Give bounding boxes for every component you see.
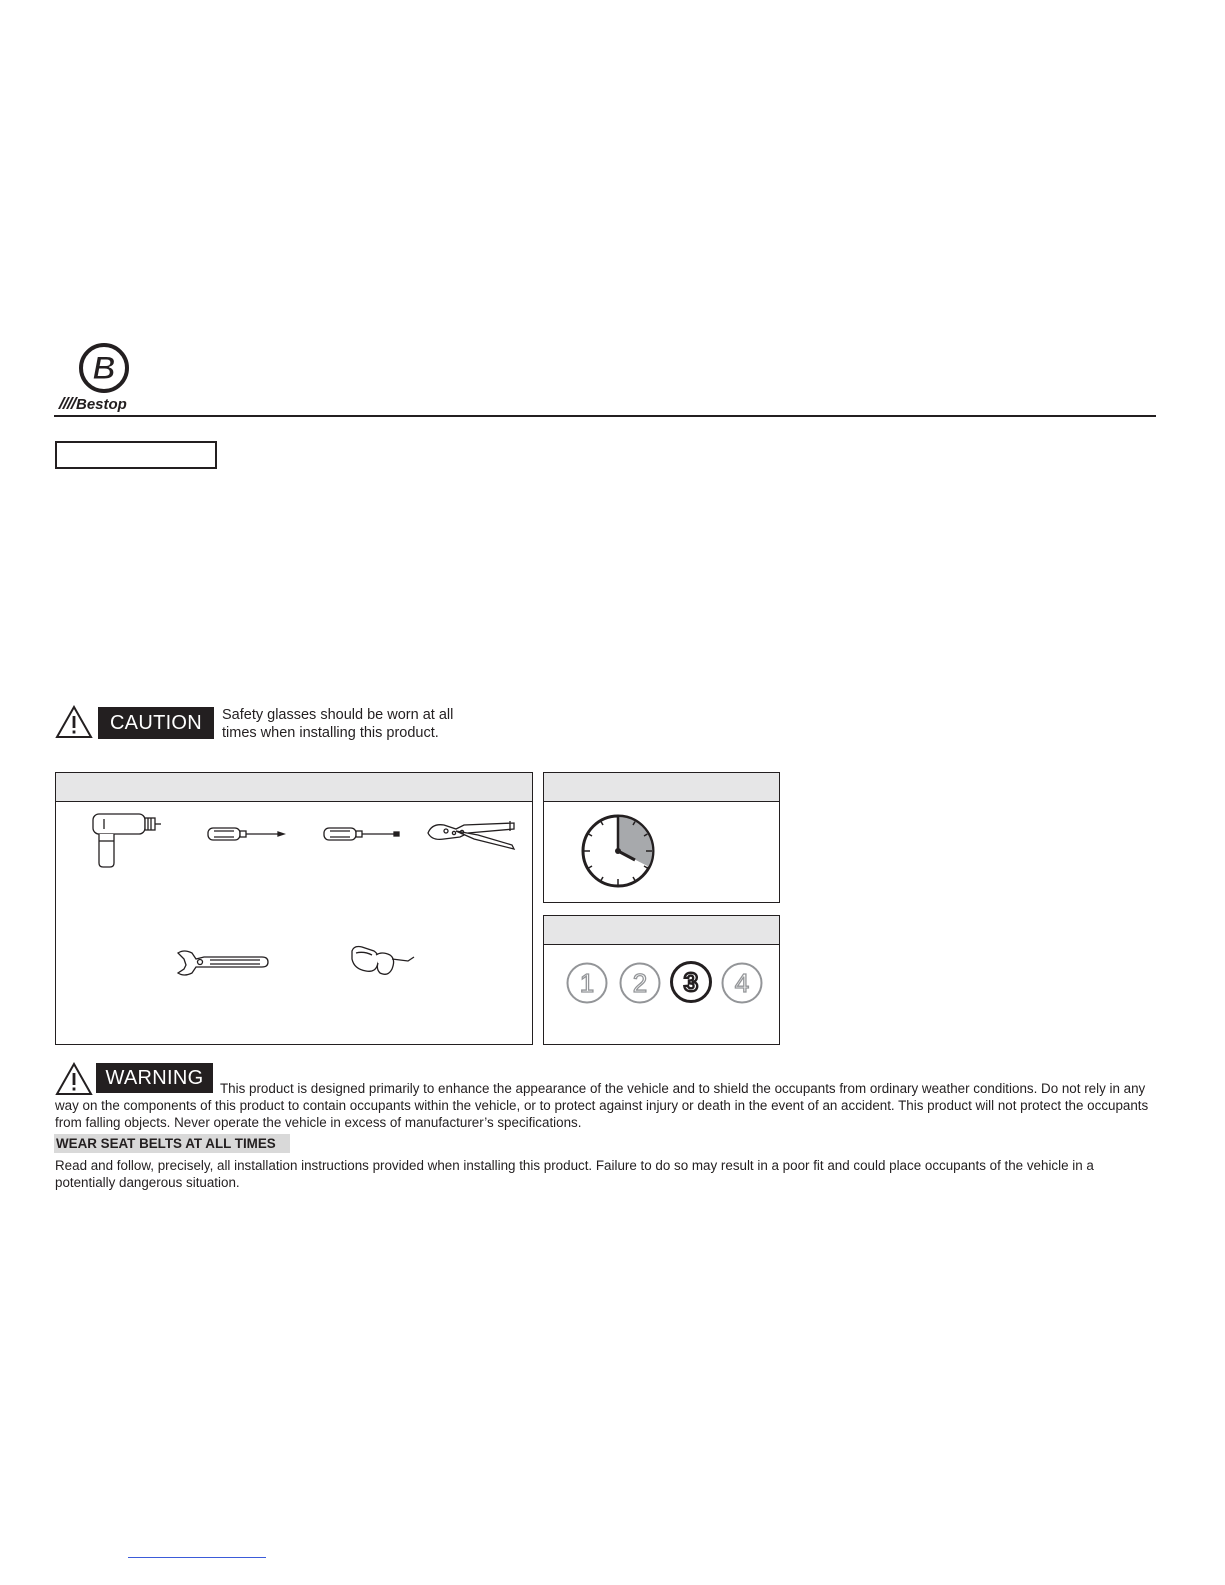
logo-wordmark: Bestop — [76, 396, 127, 413]
warning-paragraph: This product is designed primarily to enhance the appearance of the vehicle and to shield the occupants from ordinary weather conditions. Do not rely in any way on the components of this product to contain occupants within the vehicle, or to protect against injury or death in the event of an accident. This product will not protect the occupants from falling objects. Never operate the vehicle in excess of manufacturer’s specifications. — [55, 1081, 1149, 1130]
drill-icon — [90, 811, 162, 874]
clock-icon — [580, 813, 656, 894]
safety-glasses-icon — [348, 941, 418, 990]
header-rule — [54, 415, 1156, 417]
svg-text:2: 2 — [632, 968, 648, 998]
tools-panel-header — [56, 773, 532, 802]
seatbelt-heading: WEAR SEAT BELTS AT ALL TIMES — [54, 1134, 290, 1153]
installation-time-panel — [543, 772, 780, 903]
caution-triangle-icon — [55, 705, 93, 739]
caution-badge: CAUTION — [98, 707, 214, 739]
bestop-logo — [54, 343, 146, 413]
warning-badge: WARNING — [96, 1063, 213, 1093]
instructions-paragraph: Read and follow, precisely, all installation instructions provided when installing this product. Failure to do so may result in a poor fit and could place occupants of the vehicle in a potentially dangerous situation. — [55, 1158, 1094, 1190]
svg-text:4: 4 — [734, 968, 750, 998]
svg-text:3: 3 — [683, 967, 699, 997]
locking-pliers-icon — [424, 817, 518, 858]
caution-text — [222, 706, 512, 742]
caution-text-line: Safety glasses should be worn at all — [222, 707, 454, 723]
screwdriver-icon — [322, 825, 402, 848]
skill-level-indicator — [562, 960, 772, 1006]
skill-level-3-selected — [672, 963, 711, 1002]
skill-panel-header — [544, 916, 779, 945]
tools-required-panel — [55, 772, 533, 1045]
wrench-icon — [174, 947, 270, 984]
skill-level-1 — [568, 964, 607, 1003]
time-panel-header — [544, 773, 779, 802]
footer-link-underline[interactable] — [128, 1557, 266, 1558]
document-label-box — [55, 441, 217, 469]
logo-letter: B — [92, 350, 116, 386]
svg-text:1: 1 — [579, 968, 595, 998]
screwdriver-icon — [206, 825, 286, 848]
caution-text-line: times when installing this product. — [222, 725, 439, 741]
skill-level-2 — [621, 964, 660, 1003]
skill-level-panel — [543, 915, 780, 1045]
skill-level-4 — [723, 964, 762, 1003]
